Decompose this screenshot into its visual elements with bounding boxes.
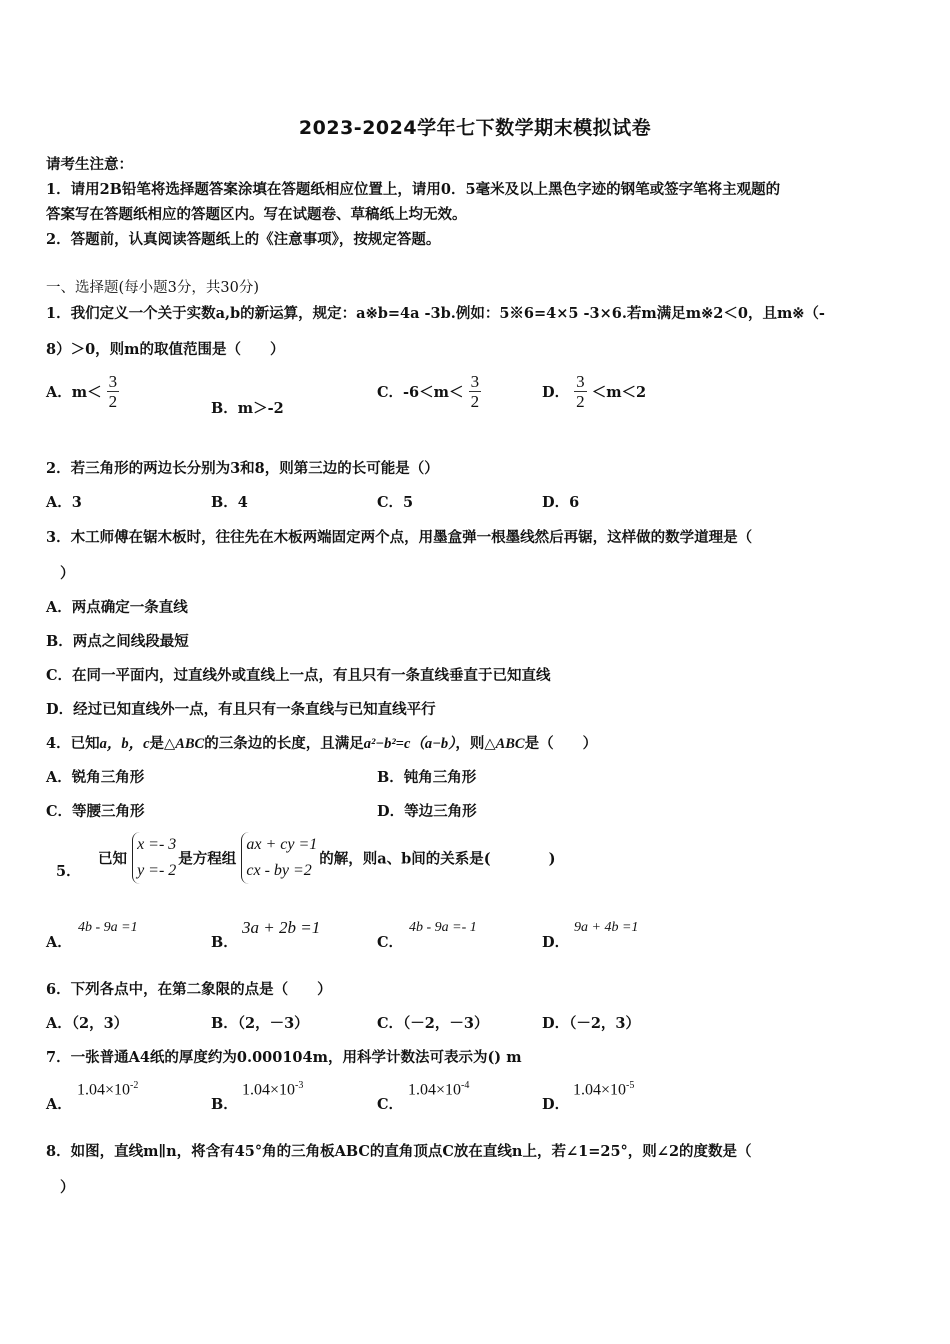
q5-option-a[interactable]: 4b - 9a =1 [78, 920, 138, 935]
notice-line-1a: 1．请用2B铅笔将选择题答案涂填在答题纸相应位置上，请用0．5毫米及以上黑色字迹的钢笔或签字笔将主观题的 [46, 181, 781, 198]
q1-a-fraction [107, 372, 120, 411]
q7-c-base: 1.04×10 [408, 1081, 462, 1099]
q1-a-label: A．m＜ [46, 384, 102, 401]
q1-option-b[interactable]: B．m＞-2 [211, 400, 284, 417]
q1-c-fraction [469, 372, 482, 411]
q7-option-b[interactable] [242, 1080, 303, 1099]
q5-sys2-line-1: ax + cy =1 [246, 836, 318, 853]
q5-system-1 [132, 832, 176, 884]
q2-option-b[interactable]: B．4 [211, 494, 248, 511]
q1-a-num: 3 [108, 372, 118, 391]
q5-system-2 [241, 832, 317, 884]
q5-part-1: 已知 [98, 850, 127, 868]
q1-c-num: 3 [470, 372, 480, 391]
q5-stem [98, 832, 556, 884]
q5-part-2: 是方程组 [178, 850, 237, 868]
q6-option-d[interactable]: D．（－2，3） [542, 1015, 641, 1032]
q1-option-c[interactable] [377, 372, 481, 411]
q4-option-c[interactable]: C．等腰三角形 [46, 803, 145, 820]
q4-triangle-name-2: ABC [495, 736, 525, 752]
q4-part-4: ，则△ [455, 735, 496, 752]
q6-option-a[interactable]: A．（2，3） [46, 1015, 129, 1032]
notice-line-1b: 答案写在答题纸相应的答题区内。写在试题卷、草稿纸上均无效。 [46, 206, 467, 223]
q6-option-c[interactable]: C．（－2，－3） [377, 1015, 489, 1032]
q1-option-a[interactable] [46, 372, 119, 411]
q2-option-c[interactable]: C．5 [377, 494, 414, 511]
q2-option-d[interactable]: D．6 [542, 494, 580, 511]
q3-option-d[interactable]: D．经过已知直线外一点，有且只有一条直线与已知直线平行 [46, 701, 436, 718]
q1-d-tail: ＜m＜2 [591, 384, 647, 401]
q7-a-exp: -2 [130, 1080, 139, 1091]
q7-option-c[interactable] [408, 1080, 469, 1099]
q2-option-a[interactable]: A．3 [46, 494, 82, 511]
q1-a-den: 2 [108, 392, 118, 411]
q7-c-exp: -4 [461, 1080, 470, 1091]
q7-b-base: 1.04×10 [242, 1081, 296, 1099]
q7-stem: 7．一张普通A4纸的厚度约为0.000104m，用科学计数法可表示为() m [46, 1049, 522, 1066]
q4-equation: a²−b²=c（a−b） [363, 736, 456, 752]
q1-c-den: 2 [470, 392, 480, 411]
q6-stem: 6．下列各点中，在第二象限的点是（ ） [46, 981, 332, 998]
q7-option-a-label[interactable]: A． [46, 1096, 72, 1113]
q5-sys1-line-1: x =- 3 [137, 836, 177, 853]
q5-part-3: 的解，则a、b间的关系是( ) [319, 850, 556, 868]
q4-part-1: 4．已知 [46, 735, 100, 752]
q3-stem-line-2: ） [60, 565, 75, 582]
q6-option-b[interactable]: B．（2，－3） [211, 1015, 309, 1032]
q1-d-fraction [574, 372, 587, 411]
q5-option-d-label[interactable]: D． [542, 934, 570, 951]
q5-number: 5． [56, 863, 81, 880]
notice-heading: 请考生注意： [46, 156, 133, 173]
q8-stem-line-1: 8．如图，直线m∥n，将含有45°角的三角板ABC的直角顶点C放在直线n上，若∠1=25°，则∠2的度数是（ [46, 1143, 752, 1160]
q5-sys1-line-2: y =- 2 [137, 862, 177, 879]
q7-option-c-label[interactable]: C． [377, 1096, 404, 1113]
q7-option-d[interactable] [573, 1080, 634, 1099]
q1-d-label: D． [542, 384, 570, 401]
page-title: 2023-2024学年七下数学期末模拟试卷 [298, 117, 652, 139]
q7-option-d-label[interactable]: D． [542, 1096, 570, 1113]
q5-option-b[interactable]: 3a + 2b =1 [242, 918, 321, 937]
q3-option-c[interactable]: C．在同一平面内，过直线外或直线上一点，有且只有一条直线垂直于已知直线 [46, 667, 551, 684]
q7-d-base: 1.04×10 [573, 1081, 627, 1099]
q4-option-a[interactable]: A．锐角三角形 [46, 769, 145, 786]
q2-stem: 2．若三角形的两边长分别为3和8，则第三边的长可能是（） [46, 460, 439, 477]
q8-stem-line-2: ） [60, 1179, 75, 1196]
q4-triangle-name: ABC [175, 736, 205, 752]
q3-option-a[interactable]: A．两点确定一条直线 [46, 599, 188, 616]
q5-option-c-label[interactable]: C． [377, 934, 404, 951]
q1-d-num: 3 [576, 372, 585, 391]
q4-stem [46, 732, 597, 753]
q1-d-den: 2 [576, 392, 585, 411]
q4-part-3: 的三条边的长度，且满足 [204, 735, 364, 752]
q4-option-d[interactable]: D．等边三角形 [377, 803, 477, 820]
q7-b-exp: -3 [295, 1080, 304, 1091]
q3-stem-line-1: 3．木工师傅在锯木板时，往往先在木板两端固定两个点，用墨盒弹一根墨线然后再锯，这样做的数学道理是（ [46, 529, 753, 546]
q4-option-b[interactable]: B．钝角三角形 [377, 769, 477, 786]
q7-a-base: 1.04×10 [77, 1081, 131, 1099]
q7-d-exp: -5 [626, 1080, 635, 1091]
q5-option-b-label[interactable]: B． [211, 934, 238, 951]
q7-option-a[interactable] [77, 1080, 138, 1099]
q5-option-a-label[interactable]: A． [46, 934, 72, 951]
section-heading: 一、选择题(每小题3分，共30分) [46, 280, 259, 296]
q3-option-b[interactable]: B．两点之间线段最短 [46, 633, 189, 650]
q4-part-2: 是△ [149, 735, 176, 752]
q1-option-d[interactable] [542, 372, 646, 411]
q5-option-d[interactable]: 9a + 4b =1 [574, 920, 639, 935]
q1-c-label: C．-6＜m＜ [377, 384, 464, 401]
q5-sys2-line-2: cx - by =2 [246, 862, 312, 879]
q1-stem-line-2: 8）＞0，则m的取值范围是（ ） [46, 341, 285, 358]
q7-option-b-label[interactable]: B． [211, 1096, 238, 1113]
q4-vars: a，b，c [99, 736, 150, 752]
q5-option-c[interactable]: 4b - 9a =- 1 [409, 920, 477, 935]
q1-stem-line-1: 1．我们定义一个关于实数a,b的新运算，规定：a※b=4a -3b.例如：5※6=4×5 -3×6.若m满足m※2＜0，且m※（- [46, 305, 825, 322]
notice-line-2: 2．答题前，认真阅读答题纸上的《注意事项》，按规定答题。 [46, 231, 441, 248]
q4-part-5: 是（ ） [524, 735, 598, 752]
